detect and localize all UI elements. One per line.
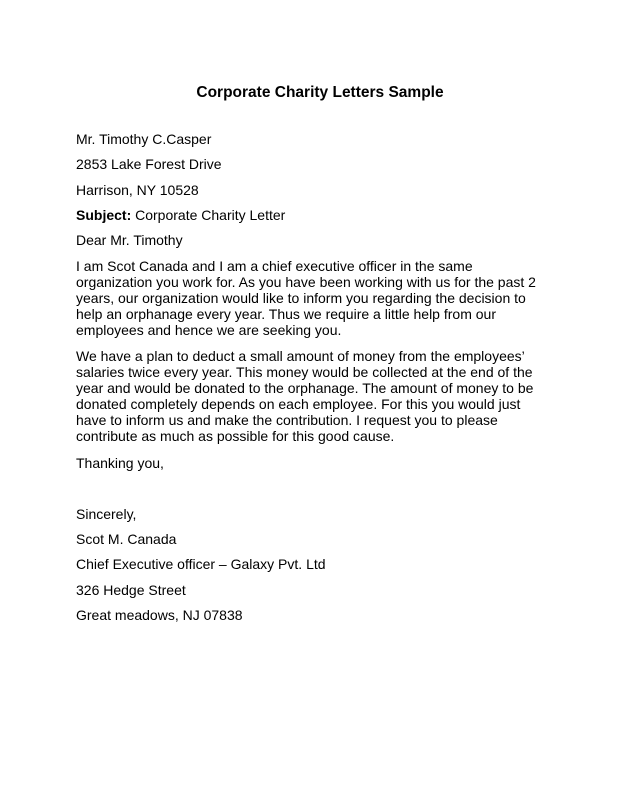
recipient-street: 2853 Lake Forest Drive <box>76 156 222 172</box>
sender-name: Scot M. Canada <box>76 531 177 547</box>
sender-title: Chief Executive officer – Galaxy Pvt. Ltd <box>76 556 326 572</box>
paragraph-line: I am Scot Canada and I am a chief executive officer in the same <box>76 258 473 274</box>
recipient-city: Harrison, NY 10528 <box>76 182 199 198</box>
paragraph-line: contribute as much as possible for this good cause. <box>76 428 395 444</box>
subject-text: Corporate Charity Letter <box>135 207 286 223</box>
paragraph-line: have to inform us and make the contribution. I request you to please <box>76 412 498 428</box>
subject-line <box>76 206 285 224</box>
body-paragraph-1 <box>76 258 566 338</box>
paragraph-line: salaries twice every year. This money would be collected at the end of the <box>76 364 533 380</box>
paragraph-line: donated completely depends on each employee. For this you would just <box>76 396 521 412</box>
salutation: Dear Mr. Timothy <box>76 232 183 248</box>
paragraph-line: organization you work for. As you have been working with us for the past 2 <box>76 274 536 290</box>
subject-label: Subject: <box>76 207 132 223</box>
paragraph-line: employees and hence we are seeking you. <box>76 322 342 338</box>
paragraph-line: years, our organization would like to inform you regarding the decision to <box>76 290 526 306</box>
sender-street: 326 Hedge Street <box>76 582 186 598</box>
body-paragraph-2 <box>76 348 566 444</box>
thanks-line: Thanking you, <box>76 455 164 471</box>
closing-line: Sincerely, <box>76 506 137 522</box>
paragraph-line: We have a plan to deduct a small amount of money from the employees’ <box>76 348 525 364</box>
paragraph-line: year and would be donated to the orphanage. The amount of money to be <box>76 380 534 396</box>
document-title: Corporate Charity Letters Sample <box>196 84 444 101</box>
paragraph-line: help an orphanage every year. Thus we require a little help from our <box>76 306 496 322</box>
recipient-name: Mr. Timothy C.Casper <box>76 131 212 147</box>
sender-city: Great meadows, NJ 07838 <box>76 607 243 623</box>
